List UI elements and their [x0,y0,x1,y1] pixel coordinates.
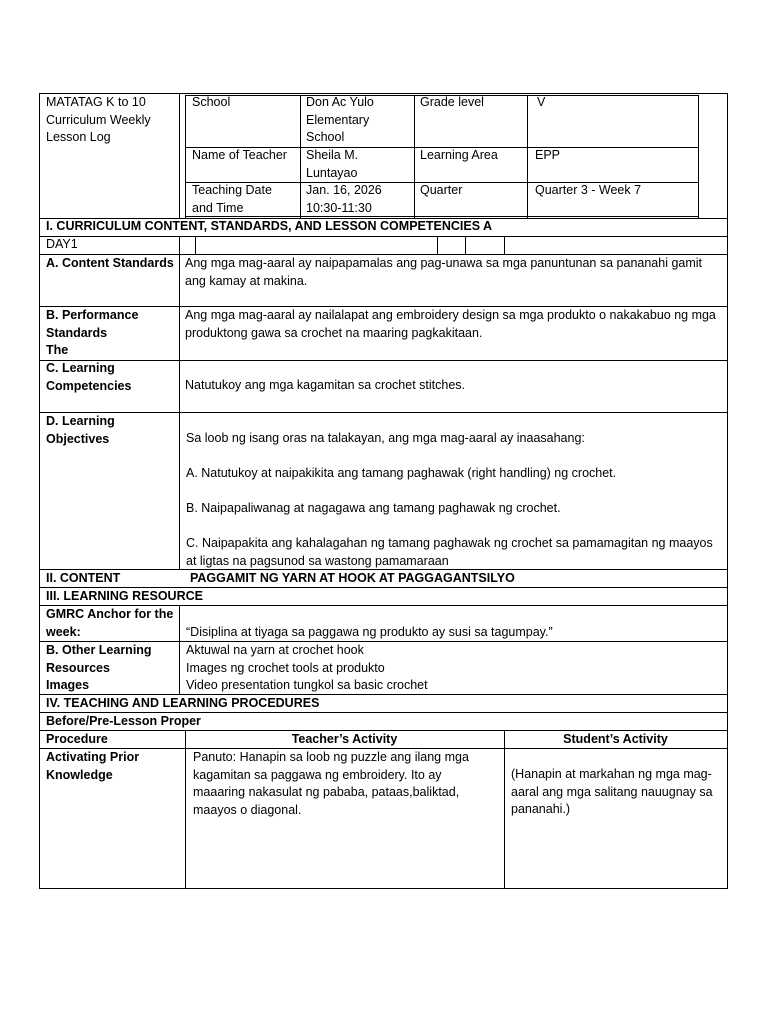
area-label: Learning Area [420,148,498,162]
student-activity-header: Student’s Activity [563,732,668,746]
procedure-header: Procedure [46,732,108,746]
school-value: Don Ac Yulo Elementary School [306,95,374,144]
content-text: PAGGAMIT NG YARN AT HOOK AT PAGGAGANTSILYO [190,571,515,585]
before-lesson-label: Before/Pre-Lesson Proper [46,714,201,728]
section-3-title: III. LEARNING RESOURCE [46,589,203,603]
student-activity-text: (Hanapin at markahan ng mga mag- aaral ang mga salitang nauugnay sa pananahi.) [511,767,713,816]
content-standards-label: A. Content Standards [46,256,174,270]
teacher-activity-text: Panuto: Hanapin sa loob ng puzzle ang ilang mga kagamitan sa paggawa ng embroidery. Ito ay maaaring nakasulat ng pababa, pataas,baliktad, maayos o diagonal. [193,750,469,817]
learning-objectives-label: D. Learning Objectives [46,414,115,446]
teacher-value: Sheila M. Luntayao [306,148,359,180]
objective-a: A. Natutukoy at naipakikita ang tamang paghawak (right handling) ng crochet. [186,466,617,480]
section-4-title: IV. TEACHING AND LEARNING PROCEDURES [46,696,320,710]
teacher-activity-header: Teacher’s Activity [291,732,398,746]
section-1-title: I. CURRICULUM CONTENT, STANDARDS, AND LESSON COMPETENCIES A [46,219,493,233]
quarter-value: Quarter 3 - Week 7 [535,183,642,197]
other-resources-text: Aktuwal na yarn at crochet hook Images ng crochet tools at produkto Video presentation tungkol sa basic crochet [186,643,428,692]
grade-label: Grade level [420,95,484,109]
objective-b: B. Naipapaliwanag at nagagawa ang tamang paghawak ng crochet. [186,501,561,515]
gmrc-label: GMRC Anchor for the week: [46,607,174,639]
performance-standards-text: Ang mga mag-aaral ay nailalapat ang embroidery design sa mga produkto o nakakabuo ng mga produktong gawa sa crochet na maaring pagkakitaan. [185,308,716,340]
activating-prior-knowledge-label: Activating Prior Knowledge [46,750,140,782]
learning-competencies-label: C. Learning Competencies [46,361,132,393]
quarter-label: Quarter [420,183,463,197]
log-title: MATATAG K to 10 Curriculum Weekly Lesson Log [46,95,151,144]
objectives-intro: Sa loob ng isang oras na talakayan, ang mga mag-aaral ay inaasahang: [186,431,585,445]
other-resources-label: B. Other Learning Resources Images [46,643,152,692]
grade-value: V [537,95,546,109]
gmrc-text: “Disiplina at tiyaga sa paggawa ng produkto ay susi sa tagumpay.” [186,625,553,639]
content-standards-text: Ang mga mag-aaral ay naipapamalas ang pag-unawa sa mga panuntunan sa pananahi gamit ang kamay at makina. [185,256,703,288]
school-label: School [192,95,231,109]
area-value: EPP [535,148,561,162]
date-value: Jan. 16, 2026 10:30-11:30 [306,183,382,215]
learning-competencies-text: Natutukoy ang mga kagamitan sa crochet stitches. [185,378,466,392]
section-2-title: II. CONTENT [46,571,121,585]
day-label: DAY1 [46,237,78,251]
date-label: Teaching Date and Time [192,183,272,215]
performance-standards-label: B. Performance Standards The [46,308,139,357]
teacher-label: Name of Teacher [192,148,287,162]
objective-c: C. Naipapakita ang kahalagahan ng tamang paghawak ng crochet sa pamamagitan ng maayos at ligtas na pagsunod sa wastong pamamaraan [186,536,713,568]
